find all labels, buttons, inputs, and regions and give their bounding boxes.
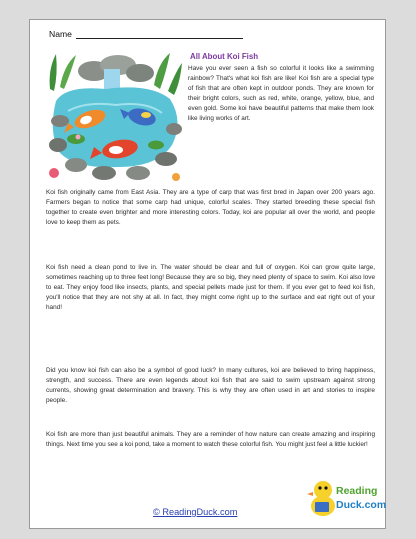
readingduck-footer-link[interactable]: © ReadingDuck.com — [153, 507, 238, 517]
body-paragraph: Koi fish are more than just beautiful animals. They are a reminder of how nature can create amazing and inspiring things. Next time you see a koi pond, take a moment to watch these colorful fish. You might just feel a little luckier! — [46, 431, 375, 449]
worksheet-page — [29, 19, 386, 529]
koi-pond-illustration — [46, 49, 183, 186]
logo-text-duck: Duck.com — [336, 499, 387, 511]
intro-paragraph: Have you ever seen a fish so colorful it looks like a swimming rainbow? That's what koi fish are like! Koi fish are a special type of fish that are often kept in outdoor ponds. They are known for their bright colors, such as red, white, orange, yellow, blue, and even gold. Some koi have beautiful patterns that make them look like living works of art. — [188, 65, 374, 123]
name-write-line[interactable] — [76, 29, 243, 39]
name-label: Name — [49, 29, 72, 39]
readingduck-logo[interactable] — [307, 472, 387, 522]
body-paragraph: Did you know koi fish can also be a symbol of good luck? In many cultures, koi are believed to bring happiness, strength, and success. There are even legends about koi fish that are said to swim upstream against strong currents, showing great determination and bravery. This is why they are often used in art and stories to inspire people. — [46, 367, 375, 405]
logo-text-reading: Reading — [336, 485, 378, 497]
name-field-row — [49, 29, 243, 39]
article-title: All About Koi Fish — [190, 52, 259, 61]
body-paragraph: Koi fish need a clean pond to live in. The water should be clear and full of oxygen. Koi can grow quite large, sometimes reaching up to three feet long! Because they are so big, they need plenty of space to swim. Koi also love to eat. They enjoy food like insects, plants, and special pellets made just for them. If you ever get to feed koi fish, you'll notice that they are not shy at all. In fact, they might come right up to the surface and eat right out of your hand! — [46, 264, 375, 312]
body-paragraph: Koi fish originally came from East Asia. They are a type of carp that was first bred in Japan over 200 years ago. Farmers began to notice that some carp had unique, colorful scales. They started breeding these special fish together to create even brighter and more interesting colors. Today, koi are popular all over the world, and people love to keep them as pets. — [46, 189, 375, 227]
